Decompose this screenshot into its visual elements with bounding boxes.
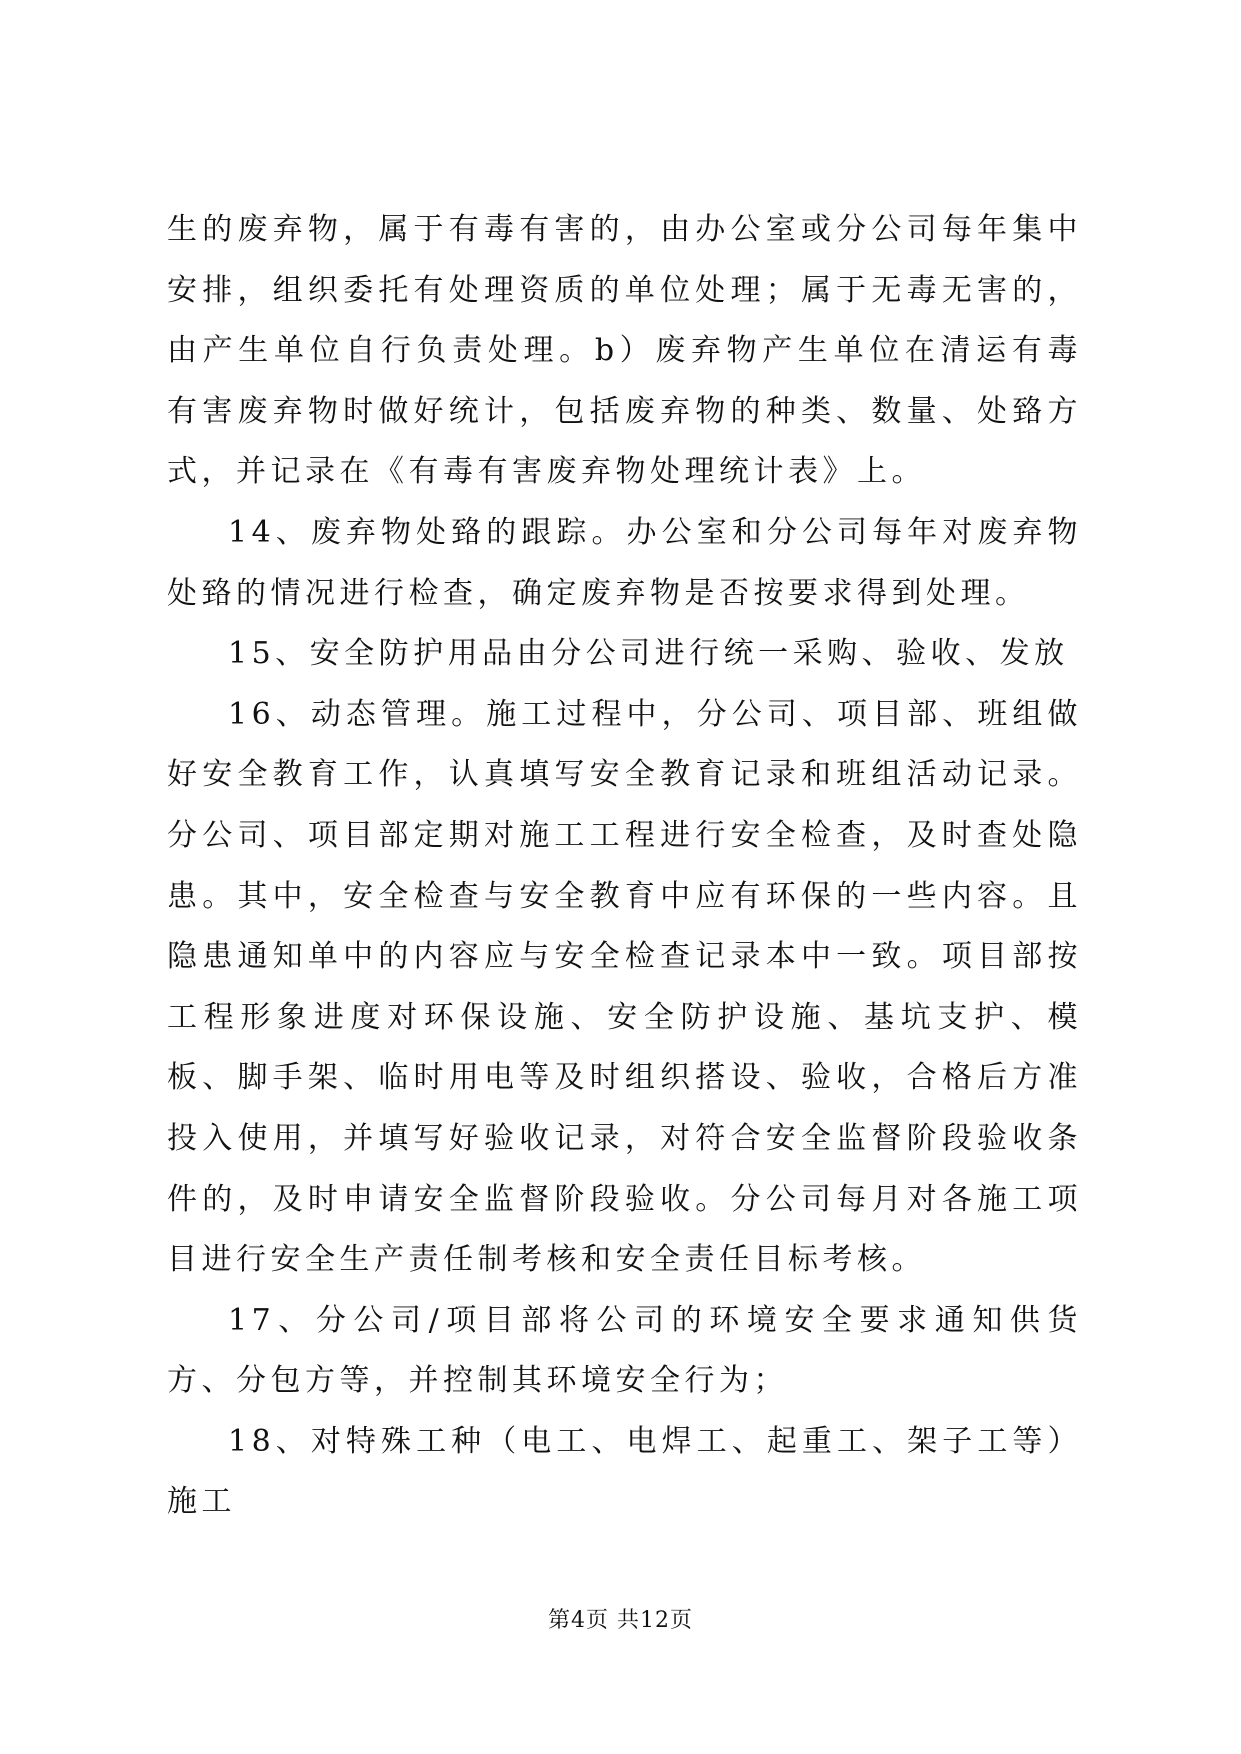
paragraph-17: 17、分公司/项目部将公司的环境安全要求通知供货方、分包方等，并控制其环境安全行为； bbox=[167, 1302, 1082, 1399]
page-number-footer bbox=[0, 1603, 1241, 1634]
paragraph-15: 15、安全防护用品由分公司进行统一采购、验收、发放 bbox=[228, 636, 1069, 672]
document-body bbox=[167, 200, 1082, 1533]
page-number-label: 第4页 共12页 bbox=[548, 1608, 693, 1633]
paragraph-16: 16、动态管理。施工过程中，分公司、项目部、班组做好安全教育工作，认真填写安全教育记录和班组活动记录。分公司、项目部定期对施工工程进行安全检查，及时查处隐患。其中，安全检查与安全教育中应有环保的一些内容。且隐患通知单中的内容应与安全检查记录本中一致。项目部按工程形象进度对环保设施、安全防护设施、基坑支护、模板、脚手架、临时用电等及时组织搭设、验收，合格后方准投入使用，并填写好验收记录，对符合安全监督阶段验收条件的，及时申请安全监督阶段验收。分公司每月对各施工项目进行安全生产责任制考核和安全责任目标考核。 bbox=[167, 696, 1082, 1278]
paragraph-continued: 生的废弃物，属于有毒有害的，由办公室或分公司每年集中安排，组织委托有处理资质的单位处理；属于无毒无害的，由产生单位自行负责处理。b）废弃物产生单位在清运有毒有害废弃物时做好统计，包括废弃物的种类、数量、处臵方式，并记录在《有毒有害废弃物处理统计表》上。 bbox=[167, 212, 1082, 490]
paragraph-18: 18、对特殊工种（电工、电焊工、起重工、架子工等）施工 bbox=[167, 1423, 1082, 1520]
paragraph-14: 14、废弃物处臵的跟踪。办公室和分公司每年对废弃物处臵的情况进行检查，确定废弃物是否按要求得到处理。 bbox=[167, 514, 1082, 611]
